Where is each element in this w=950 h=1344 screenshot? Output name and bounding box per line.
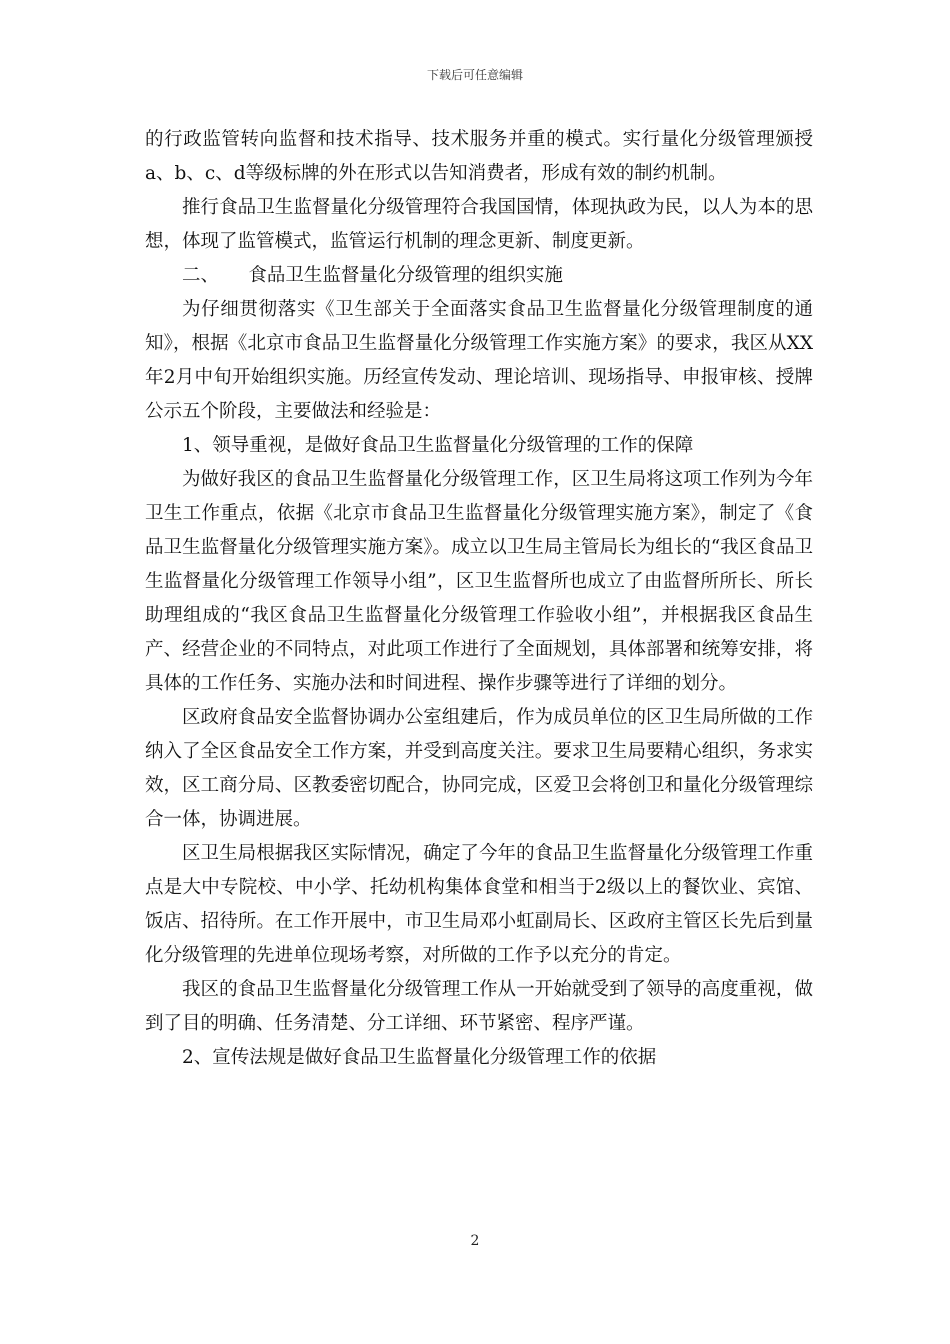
paragraph-continuation: 的行政监管转向监督和技术指导、技术服务并重的模式。实行量化分级管理颁授a、b、c、d等级标牌的外在形式以告知消费者，形成有效的制约机制。 [145,129,813,184]
paragraph: 我区的食品卫生监督量化分级管理工作从一开始就受到了领导的高度重视，做到了目的明确、任务清楚、分工详细、环节紧密、程序严谨。 [145,979,813,1034]
section-heading: 二、 食品卫生监督量化分级管理的组织实施 [182,265,563,286]
paragraph: 区政府食品安全监督协调办公室组建后，作为成员单位的区卫生局所做的工作纳入了全区食品安全工作方案，并受到高度关注。要求卫生局要精心组织，务求实效，区工商分局、区教委密切配合，协同完成，区爱卫会将创卫和量化分级管理综合一体，协调进展。 [145,707,813,830]
paragraph: 区卫生局根据我区实际情况，确定了今年的食品卫生监督量化分级管理工作重点是大中专院校、中小学、托幼机构集体食堂和相当于2级以上的餐饮业、宾馆、饭店、招待所。在工作开展中，市卫生局邓小虹副局长、区政府主管区长先后到量化分级管理的先进单位现场考察，对所做的工作予以充分的肯定。 [145,843,813,966]
paragraph: 推行食品卫生监督量化分级管理符合我国国情，体现执政为民，以人为本的思想，体现了监管模式，监管运行机制的理念更新、制度更新。 [145,197,813,252]
document-body [145,123,813,1075]
subsection-heading: 2、宣传法规是做好食品卫生监督量化分级管理工作的依据 [182,1047,657,1068]
page-header: 下载后可任意编辑 [426,68,523,82]
page-number: 2 [470,1233,480,1249]
subsection-heading: 1、领导重视，是做好食品卫生监督量化分级管理的工作的保障 [182,435,694,456]
paragraph: 为做好我区的食品卫生监督量化分级管理工作，区卫生局将这项工作列为今年卫生工作重点，依据《北京市食品卫生监督量化分级管理实施方案》，制定了《食品卫生监督量化分级管理实施方案》。成立以卫生局主管局长为组长的“我区食品卫生监督量化分级管理工作领导小组”，区卫生监督所也成立了由监督所所长、所长助理组成的“我区食品卫生监督量化分级管理工作验收小组”，并根据我区食品生产、经营企业的不同特点，对此项工作进行了全面规划，具体部署和统筹安排，将具体的工作任务、实施办法和时间进程、操作步骤等进行了详细的划分。 [145,469,813,694]
paragraph: 为仔细贯彻落实《卫生部关于全面落实食品卫生监督量化分级管理制度的通知》，根据《北京市食品卫生监督量化分级管理工作实施方案》的要求，我区从XX年2月中旬开始组织实施。历经宣传发动、理论培训、现场指导、申报审核、授牌公示五个阶段，主要做法和经验是： [145,299,813,422]
